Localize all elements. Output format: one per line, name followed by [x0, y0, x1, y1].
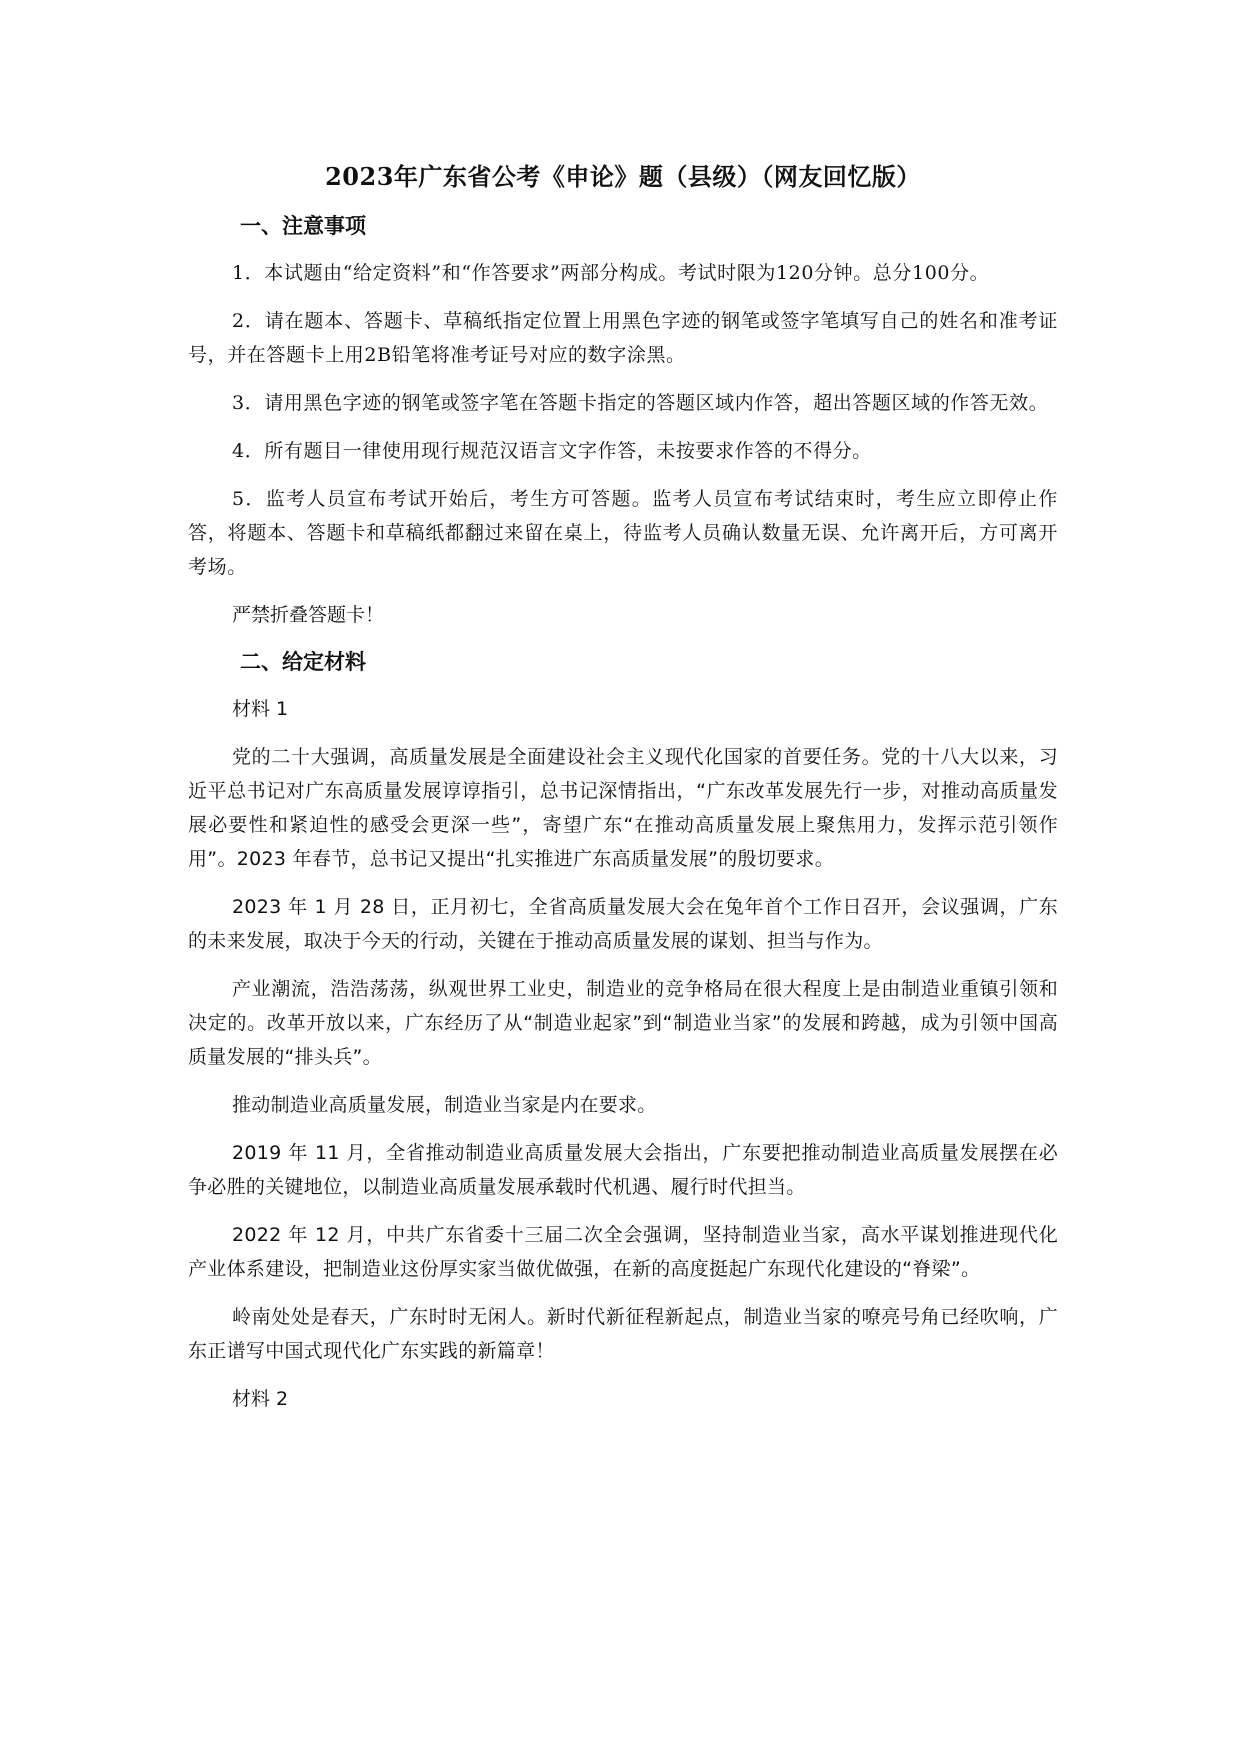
material-1-paragraph-5: 2019 年 11 月，全省推动制造业高质量发展大会指出，广东要把推动制造业高质量发展摆在必争必胜的关键地位，以制造业高质量发展承载时代机遇、履行时代担当。: [188, 1142, 1058, 1198]
material-1-label: 材料 1: [232, 698, 289, 720]
note-item-4: 4．所有题目一律使用现行规范汉语言文字作答，未按要求作答的不得分。: [232, 440, 872, 462]
document-content: [188, 160, 1058, 1430]
material-1-paragraph-1: 党的二十大强调，高质量发展是全面建设社会主义现代化国家的首要任务。党的十八大以来，习近平总书记对广东高质量发展谆谆指引，总书记深情指出，“广东改革发展先行一步，对推动高质量发展必要性和紧迫性的感受会更深一些”，寄望广东“在推动高质量发展上聚焦用力，发挥示范引领作用”。2023 年春节，总书记又提出“扎实推进广东高质量发展”的殷切要求。: [188, 746, 1058, 870]
material-2-label: 材料 2: [232, 1388, 289, 1410]
material-1-paragraph-4: 推动制造业高质量发展，制造业当家是内在要求。: [232, 1094, 657, 1116]
note-item-5: 5．监考人员宣布考试开始后，考生方可答题。监考人员宣布考试结束时，考生应立即停止作答，将题本、答题卡和草稿纸都翻过来留在桌上，待监考人员确认数量无误、允许离开后，方可离开考场。: [188, 488, 1058, 578]
document-title: 2023年广东省公考《申论》题（县级）（网友回忆版）: [325, 162, 921, 191]
note-item-3: 3．请用黑色字迹的钢笔或签字笔在答题卡指定的答题区域内作答，超出答题区域的作答无效。: [232, 392, 1049, 414]
section-heading-notes: 一、注意事项: [240, 213, 366, 238]
material-1-paragraph-2: 2023 年 1 月 28 日，正月初七，全省高质量发展大会在兔年首个工作日召开，会议强调，广东的未来发展，取决于今天的行动，关键在于推动高质量发展的谋划、担当与作为。: [188, 896, 1058, 952]
material-1-paragraph-3: 产业潮流，浩浩荡荡，纵观世界工业史，制造业的竞争格局在很大程度上是由制造业重镇引领和决定的。改革开放以来，广东经历了从“制造业起家”到“制造业当家”的发展和跨越，成为引领中国高质量发展的“排头兵”。: [188, 978, 1058, 1068]
material-1-paragraph-7: 岭南处处是春天，广东时时无闲人。新时代新征程新起点，制造业当家的嘹亮号角已经吹响，广东正谱写中国式现代化广东实践的新篇章！: [188, 1306, 1058, 1362]
material-1-paragraph-6: 2022 年 12 月，中共广东省委十三届二次全会强调，坚持制造业当家，高水平谋划推进现代化产业体系建设，把制造业这份厚实家当做优做强，在新的高度挺起广东现代化建设的“脊梁”。: [188, 1224, 1058, 1280]
note-item-2: 2．请在题本、答题卡、草稿纸指定位置上用黑色字迹的钢笔或签字笔填写自己的姓名和准考证号，并在答题卡上用2B铅笔将准考证号对应的数字涂黑。: [188, 310, 1058, 366]
section-heading-materials: 二、给定材料: [240, 649, 366, 674]
warning-text: 严禁折叠答题卡！: [232, 604, 385, 626]
note-item-1: 1．本试题由“给定资料”和“作答要求”两部分构成。考试时限为120分钟。总分100分。: [232, 262, 990, 284]
